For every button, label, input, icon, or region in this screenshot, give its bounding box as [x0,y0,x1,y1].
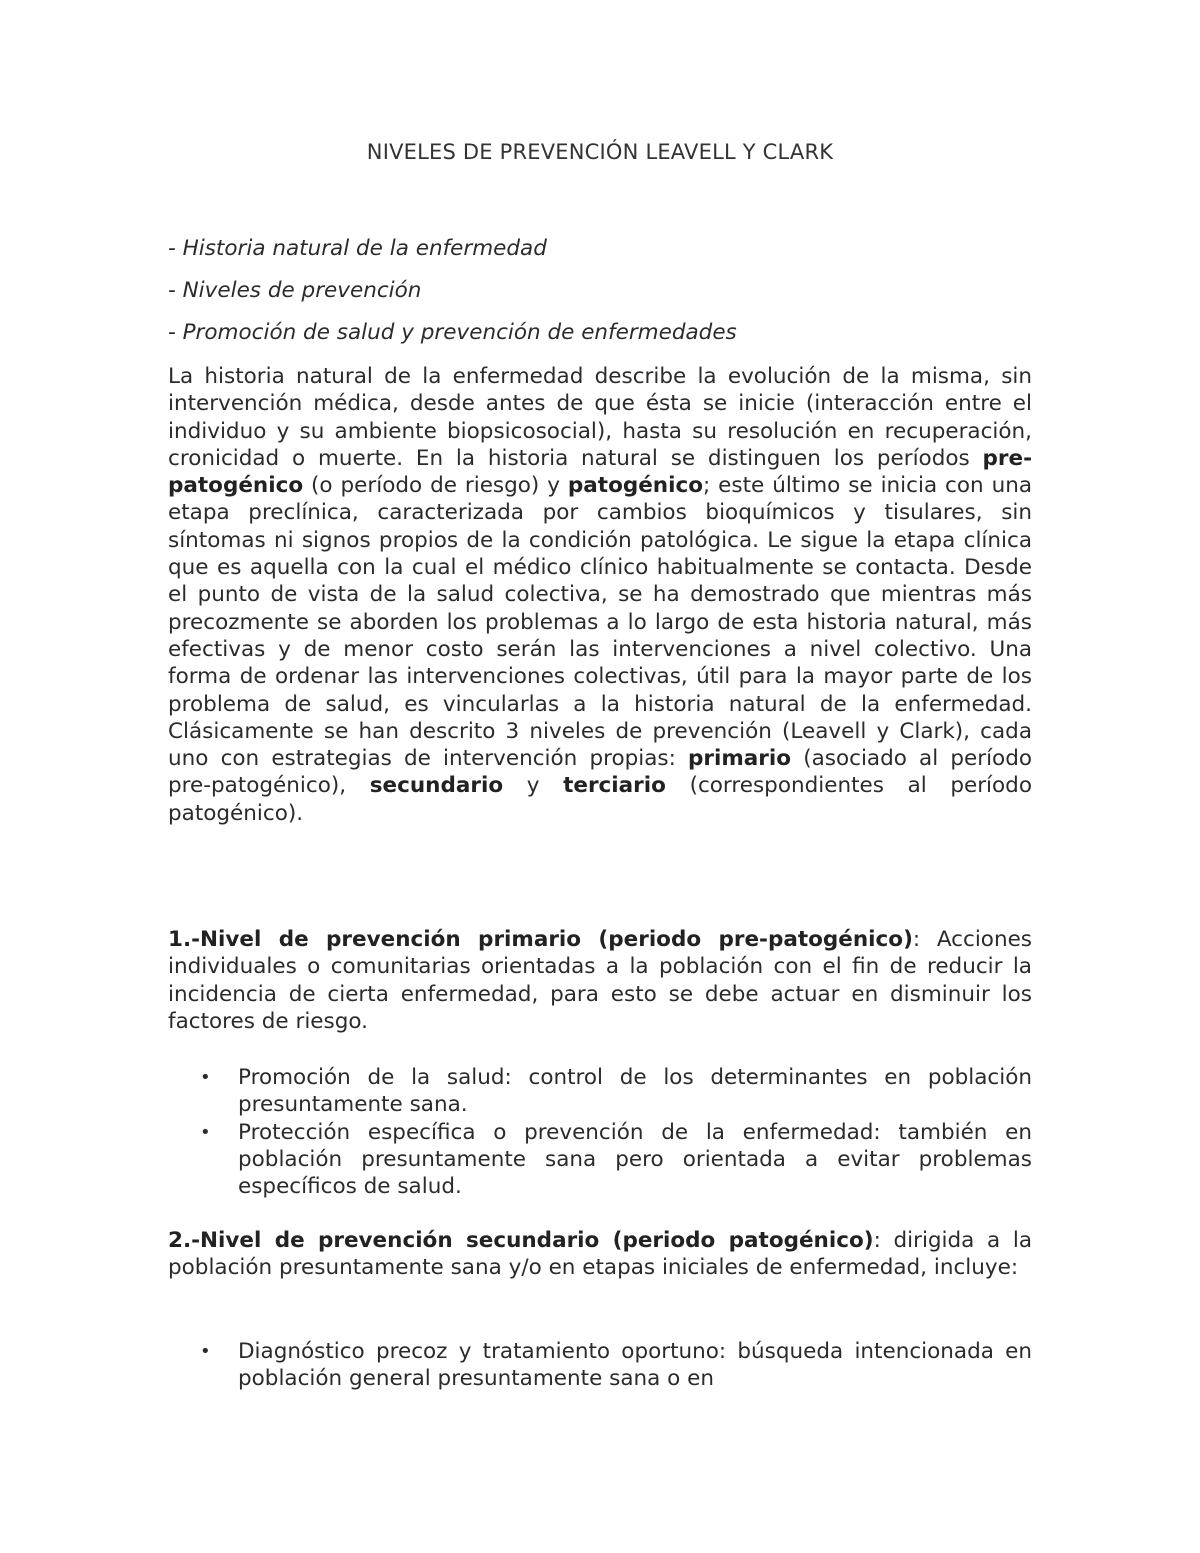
topic-item [168,234,1032,276]
topic-dash: - [168,278,183,303]
bullet-icon: • [200,1121,211,1143]
intro-text: La historia natural de la enfermedad describe la evolución de la misma, sin intervención médica, desde antes de que ésta se inicie (interacción entre el individuo y su ambiente biopsicosocial), hasta su resolución en recuperación, cronicidad o muerte. En la historia natural se distinguen los períodos [168,364,1032,471]
term-pre-patogenico: pre-patogénico [168,445,1032,499]
section-1-text: : Acciones individuales o comunitarias orientadas a la población con el fin de reducir la incidencia de cierta enfermedad, para esto se debe actuar en disminuir los factores de riesgo. [168,927,1032,1034]
intro-paragraph [168,363,1032,827]
list-item [168,1064,1032,1119]
topic-text: Niveles de prevención [182,278,422,303]
list-item [168,1338,1032,1393]
list-item-text: Promoción de la salud: control de los determinantes en población presuntamente sana. [238,1065,1032,1118]
intro-text: ; este último se inicia con una etapa preclínica, caracterizada por cambios bioquímicos y tisulares, sin síntomas ni signos propios de la condición patológica. Le sigue la etapa clínica que es aquella con la cual el médico clínico habitualmente se contacta. Desde el punto de vista de la salud colectiva, se ha demostrado que mientras más precozmente se aborden los problemas a lo largo de esta historia natural, más efectivas y de menor costo serán las intervenciones a nivel colectivo. Una forma de ordenar las intervenciones colectivas, útil para la mayor parte de los problema de salud, es vincularlas a la historia natural de la enfermedad. Clásicamente se han descrito 3 niveles de prevención (Leavell y Clark), cada uno con estrategias de intervención propias: [168,473,1032,772]
term-primario: primario [688,746,792,772]
intro-text: (asociado al período pre-patogénico), [168,746,1032,799]
list-item [168,1119,1032,1201]
section-2-bullet-list [168,1338,1032,1393]
topic-dash: - [168,236,183,261]
list-item-text: Protección específica o prevención de la enfermedad: también en población presuntamente sana pero orientada a evitar problemas específicos de salud. [238,1119,1032,1200]
section-2-text: : dirigida a la población presuntamente sana y/o en etapas iniciales de enfermedad, incluye: [168,1228,1032,1281]
intro-text: (o período de riesgo) y [303,473,568,499]
topic-item [168,276,1032,318]
list-item-text: Diagnóstico precoz y tratamiento oportuno: búsqueda intencionada en población general presuntamente sana o en [238,1339,1032,1392]
term-secundario: secundario [369,773,504,799]
term-patogenico: patogénico [567,473,704,499]
section-2-paragraph [168,1227,1032,1282]
term-terciario: terciario [563,773,666,799]
bullet-icon: • [200,1067,211,1088]
intro-text: (correspondientes al período patogénico). [168,773,1032,826]
document-title: NIVELES DE PREVENCIÓN LEAVELL Y CLARK [366,140,834,164]
section-2-heading: 2.-Nivel de prevención secundario (periodo patogénico) [168,1228,874,1253]
topic-item [168,318,1032,360]
topic-text: Historia natural de la enfermedad [182,236,547,261]
section-1-bullet-list [168,1064,1032,1200]
section-1-heading: 1.-Nivel de prevención primario (periodo pre-patogénico) [168,927,913,952]
bullet-icon: • [200,1341,211,1362]
section-1-paragraph [168,926,1032,1035]
topic-text: Promoción de salud y prevención de enfermedades [182,320,737,345]
intro-text: y [503,773,564,799]
topic-list [168,234,1032,360]
topic-dash: - [168,320,183,345]
